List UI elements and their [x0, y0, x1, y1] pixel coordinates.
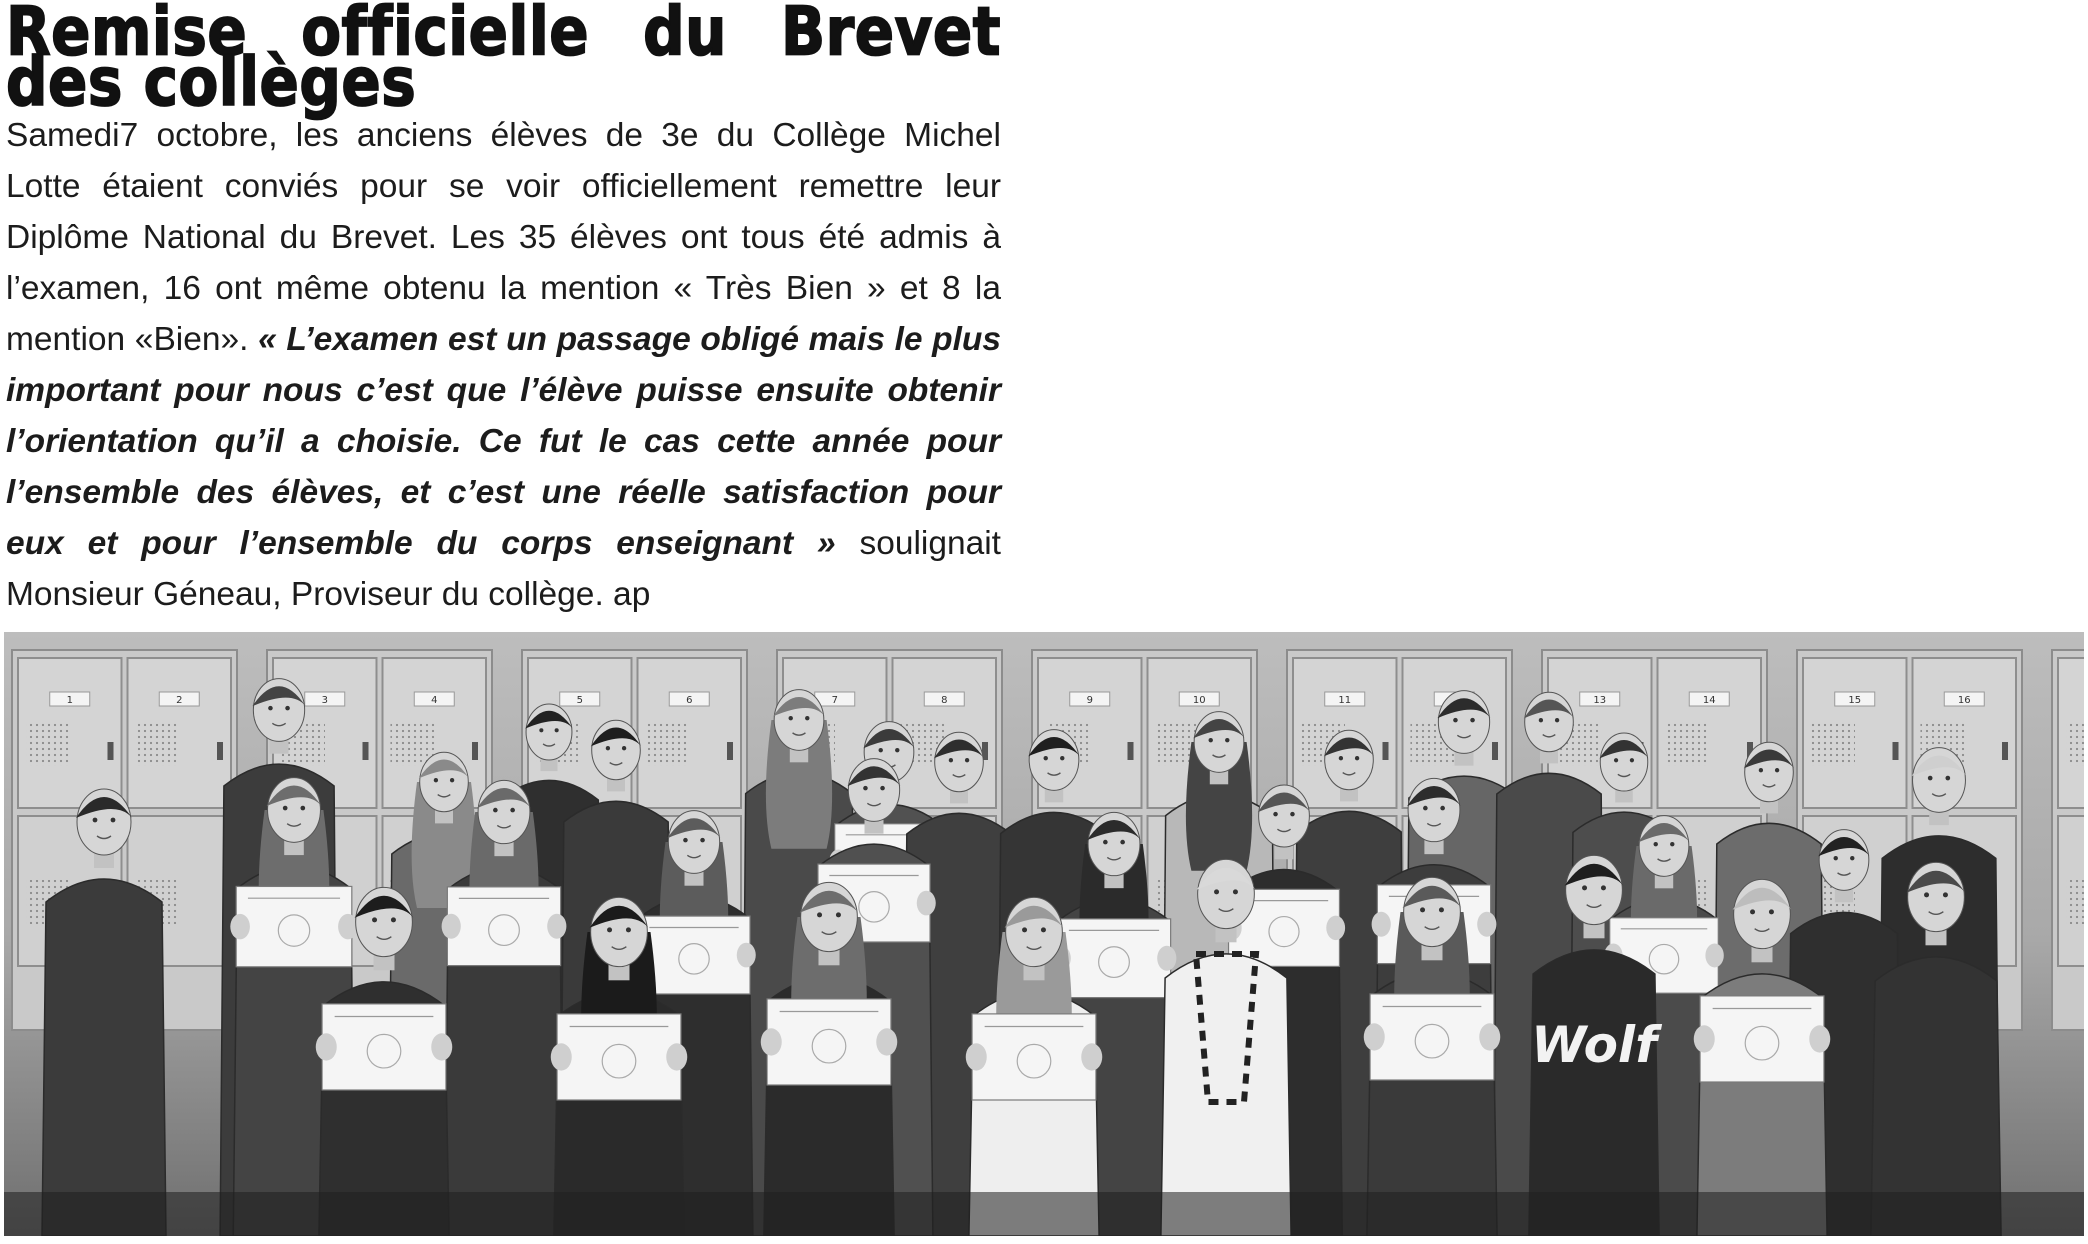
article: [6, 0, 1002, 620]
student-eye: [1225, 738, 1229, 742]
student-hand: [1479, 1023, 1500, 1050]
locker-number: 10: [1192, 695, 1206, 706]
floor-shadow: [4, 1192, 2084, 1236]
student-hand: [1694, 1025, 1715, 1052]
student-eye: [700, 838, 705, 843]
locker-vent: [646, 722, 690, 766]
student-eye: [836, 912, 841, 917]
locker-number: 1: [66, 695, 73, 706]
student-eye: [283, 806, 288, 811]
student-eye: [895, 748, 899, 752]
locker-number: 2: [176, 695, 183, 706]
locker-handle: [1383, 742, 1389, 760]
student-hand: [1081, 1043, 1102, 1070]
student-eye: [805, 716, 809, 720]
student-eye: [300, 806, 305, 811]
locker-vent: [1811, 722, 1855, 766]
student-eye: [285, 706, 290, 711]
student-eye: [1453, 718, 1458, 723]
student-eye: [391, 917, 396, 922]
student-eye: [1759, 768, 1763, 772]
student-torso: [42, 879, 166, 1236]
locker-vent: [26, 722, 70, 766]
locker-vent: [1666, 722, 1710, 766]
student-eye: [1470, 718, 1475, 723]
student-hand: [1477, 912, 1496, 937]
student-eye: [607, 927, 612, 932]
student-hand: [666, 1043, 687, 1070]
student-eye: [1539, 718, 1543, 722]
locker-handle: [108, 742, 114, 760]
student-eye: [1041, 927, 1046, 932]
student-eye: [1420, 907, 1425, 912]
student-eye: [268, 706, 273, 711]
student-hand: [551, 1043, 572, 1070]
student-hand: [442, 914, 461, 939]
student-hand: [316, 1033, 337, 1060]
locker-number: 14: [1702, 695, 1716, 706]
locker-number: 11: [1338, 695, 1352, 706]
student-hand: [761, 1028, 782, 1055]
student-eye: [111, 818, 116, 823]
student-eye: [863, 786, 868, 791]
student-eye: [1439, 907, 1444, 912]
locker-vent: [136, 722, 180, 766]
student-eye: [1339, 756, 1343, 760]
group-photo: [4, 632, 2084, 1236]
locker-number: 3: [321, 695, 328, 706]
student-hand: [737, 943, 756, 968]
locker-number: 6: [686, 695, 693, 706]
locker-handle: [1893, 742, 1899, 760]
student-eye: [1850, 856, 1854, 860]
student-eye: [555, 728, 559, 732]
student-eye: [1769, 909, 1774, 914]
student-eye: [1928, 776, 1933, 781]
student-eye: [1555, 718, 1559, 722]
article-body-closing: soulignait Monsieur Géneau, Proviseur du collège. ap: [6, 525, 1001, 613]
student-eye: [1214, 889, 1219, 894]
article-headline: Remise officielle du Brevet des collèges: [6, 0, 1001, 121]
article-quote: « L’examen est un passage obligé mais le plus important pour nous c’est que l’élève puisse ensuite obtenir l’orientation qu’il a choisie. Ce fut le cas cette année pour l’ensemble des élèves, et c’est une réelle satisfaction pour eux et pour l’ensemble du corps enseignant »: [6, 321, 1002, 562]
student-eye: [372, 917, 377, 922]
student-eye: [1273, 812, 1278, 817]
locker-number: 9: [1086, 695, 1093, 706]
student-hand: [1809, 1025, 1830, 1052]
locker-handle: [217, 742, 223, 760]
student-hand: [1157, 946, 1176, 971]
locker-number: 7: [831, 695, 838, 706]
student-eye: [1423, 806, 1428, 811]
locker-handle: [727, 742, 733, 760]
student-eye: [539, 728, 543, 732]
student-eye: [1924, 892, 1929, 897]
locker-handle: [1492, 742, 1498, 760]
student-eye: [1630, 758, 1634, 762]
student-eye: [1209, 738, 1213, 742]
student-eye: [789, 716, 793, 720]
student-eye: [1044, 756, 1048, 760]
locker-handle: [1128, 742, 1134, 760]
student-eye: [626, 927, 631, 932]
student-hand: [876, 1028, 897, 1055]
article-body: [6, 110, 1001, 620]
locker-number: 15: [1848, 695, 1862, 706]
student-eye: [1654, 842, 1658, 846]
student-eye: [965, 758, 969, 762]
student-eye: [683, 838, 688, 843]
student-eye: [1945, 776, 1950, 781]
student-eye: [1440, 806, 1445, 811]
student-hand: [917, 891, 936, 916]
locker-handle: [472, 742, 478, 760]
student-eye: [450, 778, 454, 782]
locker-number: 13: [1593, 695, 1607, 706]
locker-number: 5: [576, 695, 583, 706]
student-eye: [1290, 812, 1295, 817]
student-eye: [1582, 885, 1587, 890]
student-eye: [1943, 892, 1948, 897]
student-eye: [880, 786, 885, 791]
student-hand: [1364, 1023, 1385, 1050]
student-eye: [1834, 856, 1838, 860]
student-eye: [1233, 889, 1238, 894]
article-body-intro: Samedi7 octobre, les anciens élèves de 3e du Collège Michel Lotte étaient conviés pour se voir officiellement remettre leur Diplôme National du Brevet. Les 35 élèves ont tous été admis à l’examen, 16 ont même obtenu la mention « Très Bien » et 8 la mention «Bien».: [6, 117, 1001, 358]
student-hand: [1326, 916, 1345, 940]
student-eye: [606, 746, 610, 750]
student-eye: [493, 808, 498, 813]
student-eye: [1060, 756, 1064, 760]
student-eye: [1601, 885, 1606, 890]
locker-number: 8: [941, 695, 948, 706]
student-eye: [510, 808, 515, 813]
student-eye: [949, 758, 953, 762]
student-hand: [1705, 944, 1723, 968]
locker-number: 4: [431, 695, 438, 706]
locker-vent: [2066, 722, 2084, 766]
locker-handle: [2002, 742, 2008, 760]
student-eye: [622, 746, 626, 750]
student-eye: [1750, 909, 1755, 914]
student-eye: [1670, 842, 1674, 846]
student-eye: [817, 912, 822, 917]
sweatshirt-print: Wolf: [1531, 1016, 1657, 1074]
locker-handle: [363, 742, 369, 760]
student-eye: [1614, 758, 1618, 762]
locker-vent: [2066, 880, 2084, 924]
student-hand: [431, 1033, 452, 1060]
student-eye: [1355, 756, 1359, 760]
student-hand: [230, 914, 250, 939]
student-eye: [1022, 927, 1027, 932]
student-hand: [1372, 912, 1391, 937]
student-hand: [966, 1043, 987, 1070]
group-photo-illustration: [4, 632, 2084, 1236]
student-hand: [547, 914, 566, 939]
locker-number: 16: [1957, 695, 1971, 706]
student-eye: [93, 818, 98, 823]
student-eye: [1775, 768, 1779, 772]
student-eye: [1103, 840, 1108, 845]
student-eye: [434, 778, 438, 782]
student-eye: [1120, 840, 1125, 845]
student-eye: [879, 748, 883, 752]
